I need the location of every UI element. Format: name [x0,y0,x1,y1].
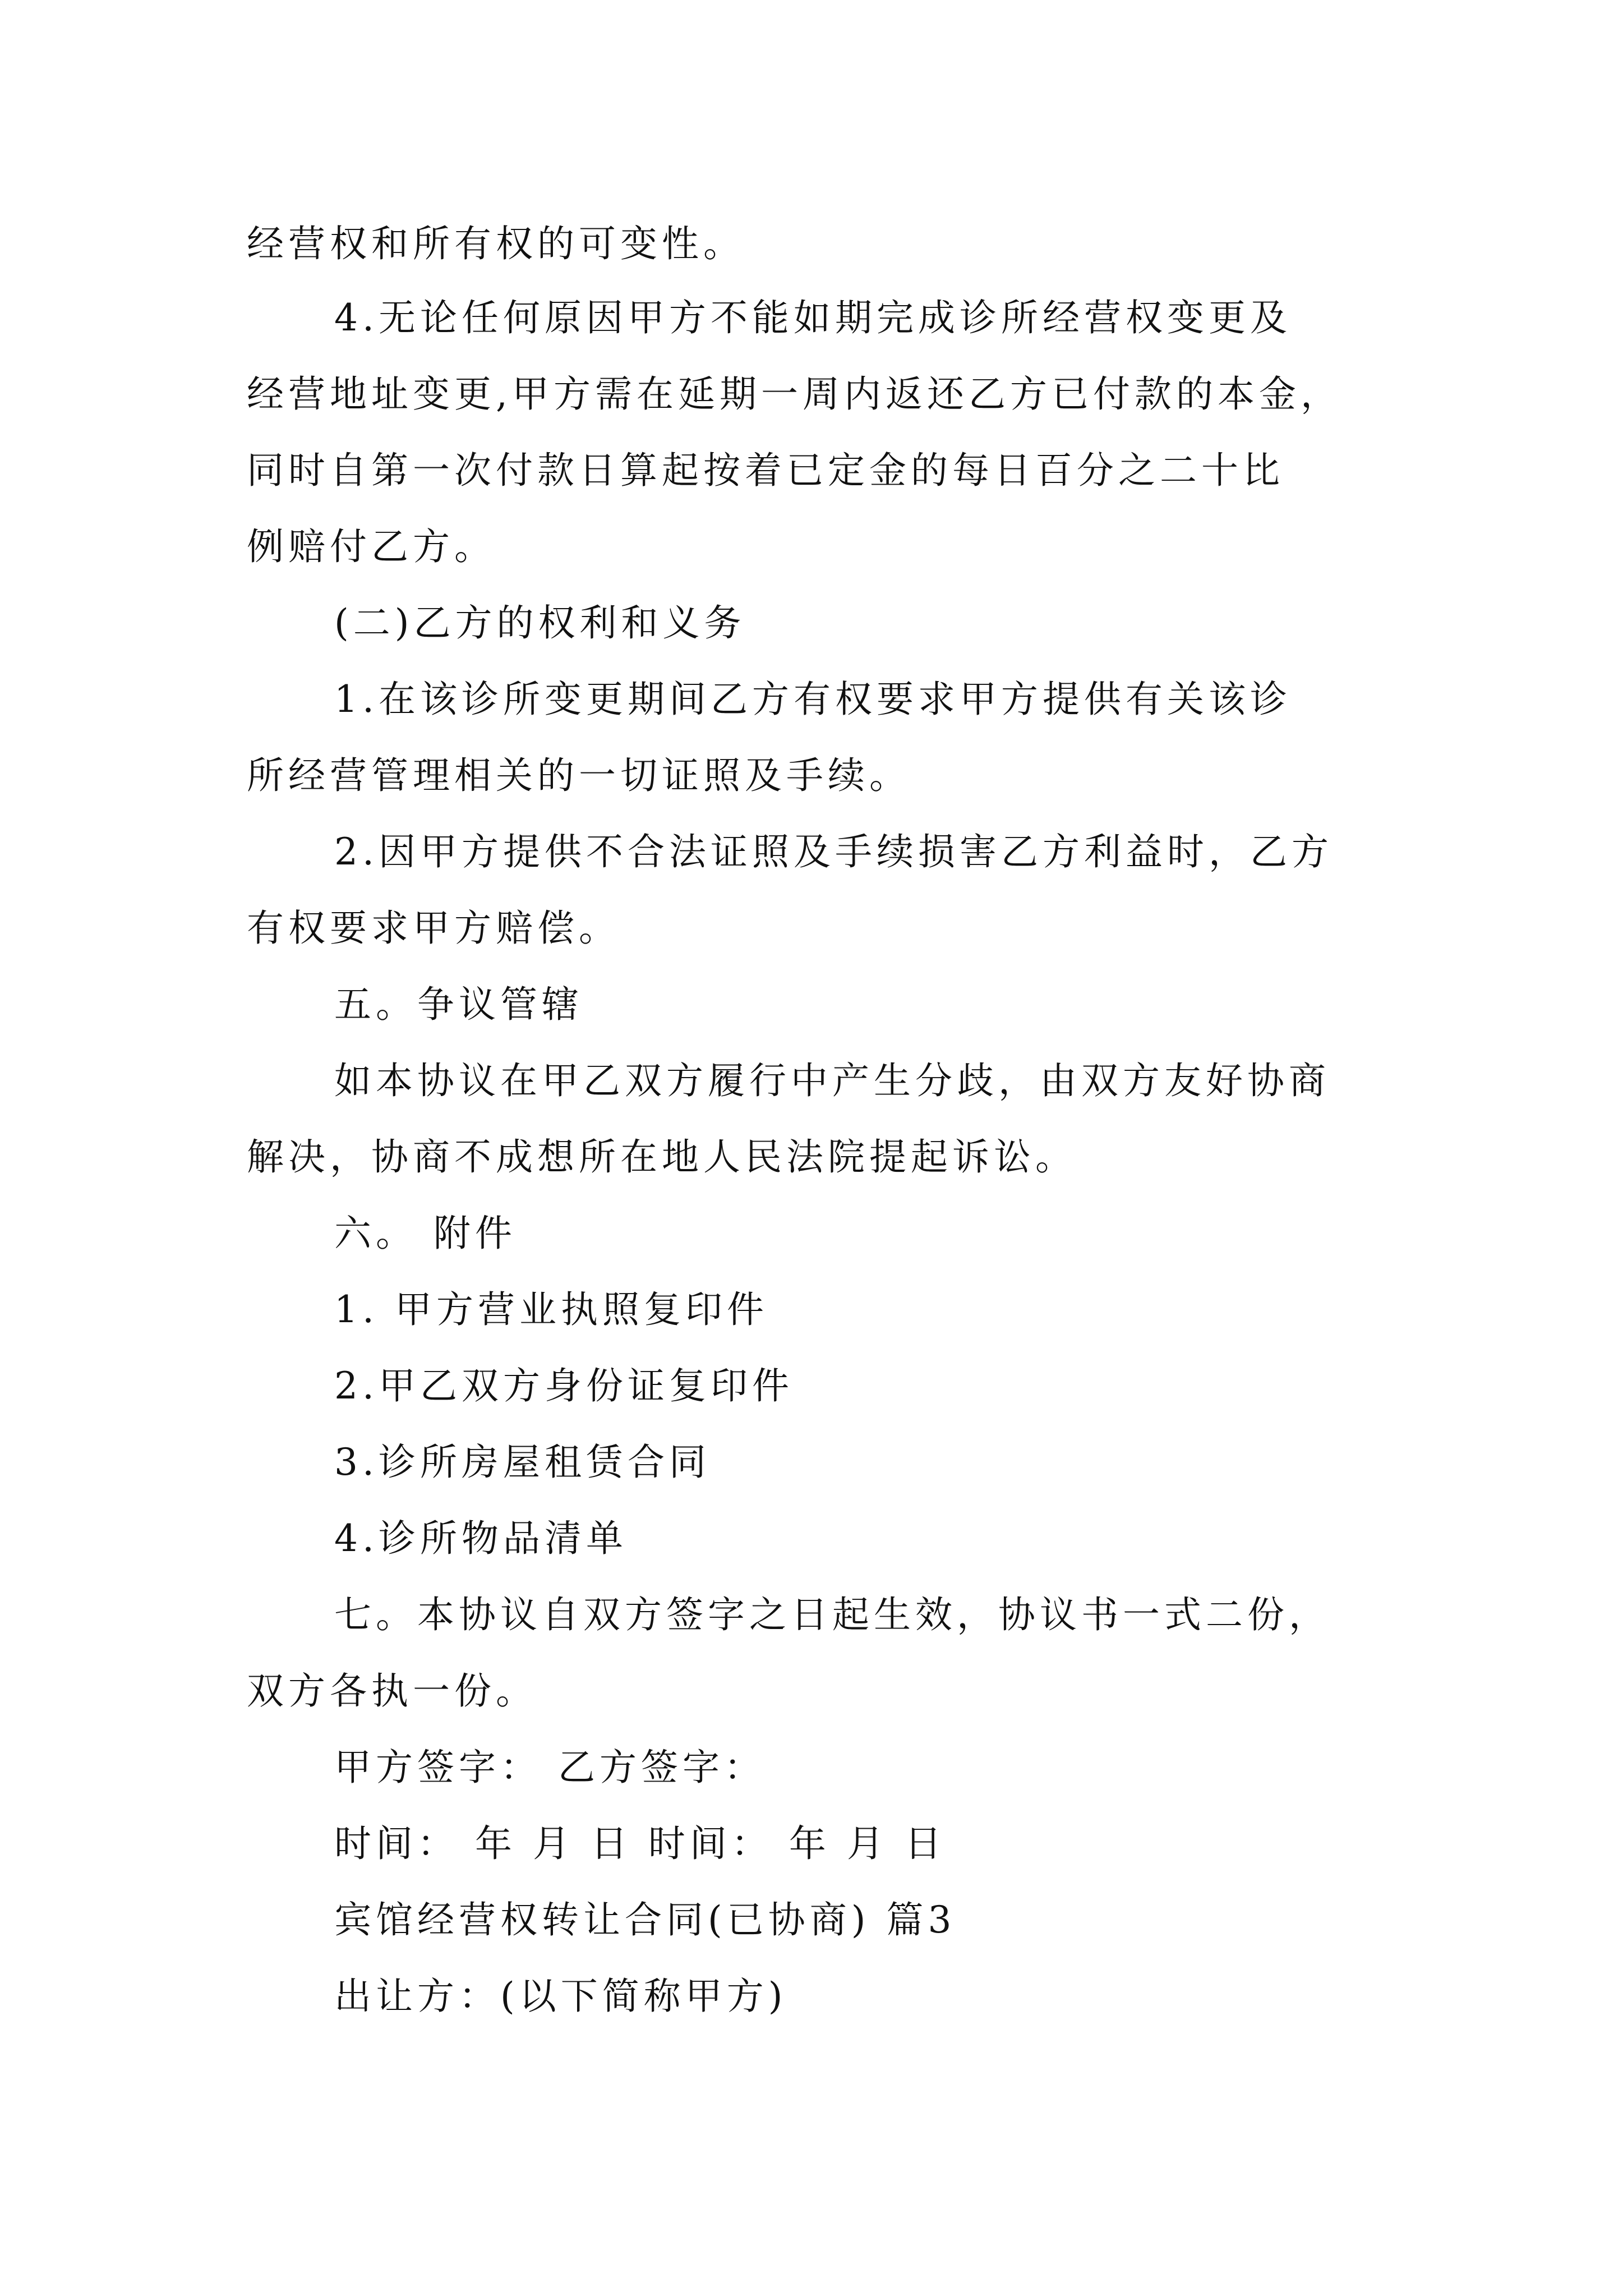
text-line: 例赔付乙方。 [247,525,496,568]
date-line: 时间： 年 月 日 时间： 年 月 日 [334,1822,946,1865]
text-line: 有权要求甲方赔偿。 [247,907,620,950]
section-heading: (二)乙方的权利和义务 [334,601,746,645]
text-line: 解决，协商不成想所在地人民法院提起诉讼。 [247,1135,1077,1179]
section-heading: 五。争议管辖 [334,983,583,1026]
text-line: 七。本协议自双方签字之日起生效，协议书一式二份， [334,1593,1330,1636]
section-heading: 六。 附件 [334,1212,517,1255]
text-line: 双方各执一份。 [247,1669,537,1713]
list-item: 2.甲乙双方身份证复印件 [334,1364,794,1407]
signature-line: 甲方签字： 乙方签字： [334,1746,766,1789]
text-line: 所经营管理相关的一切证照及手续。 [247,754,911,797]
text-line: 出让方：(以下简称甲方) [334,1975,787,2018]
text-line: 如本协议在甲乙双方履行中产生分歧，由双方友好协商 [334,1059,1330,1102]
text-line: 同时自第一次付款日算起按着已定金的每日百分之二十比 [247,449,1284,492]
list-item: 4.诊所物品清单 [334,1517,628,1560]
text-line: 2.因甲方提供不合法证照及手续损害乙方利益时，乙方 [334,830,1333,873]
list-item: 3.诊所房屋租赁合同 [334,1441,711,1484]
text-line: 4.无论任何原因甲方不能如期完成诊所经营权变更及 [334,296,1292,339]
text-line: 1.在该诊所变更期间乙方有权要求甲方提供有关该诊 [334,678,1292,721]
text-line: 经营权和所有权的可变性。 [247,222,745,265]
list-item: 1. 甲方营业执照复印件 [334,1288,768,1331]
contract-title: 宾馆经营权转让合同(已协商) 篇3 [334,1898,956,1941]
text-line: 经营地址变更,甲方需在延期一周内返还乙方已付款的本金， [247,372,1342,416]
